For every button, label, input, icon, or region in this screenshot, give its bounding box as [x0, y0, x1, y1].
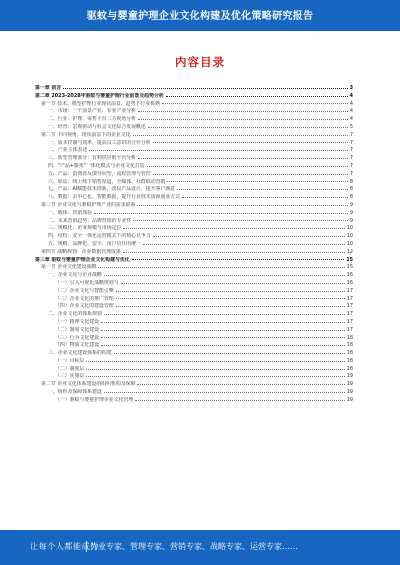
toc-entry[interactable]: [35, 249, 353, 257]
toc-page-number: 17: [346, 318, 353, 325]
toc-leader-dots: [116, 297, 345, 299]
toc-leader-dots: [123, 227, 344, 229]
toc-entry-text: （二）制度层: [55, 365, 85, 372]
toc-entry-text: 一、成本控制与效率，提高员工意识的合作分析: [48, 139, 151, 146]
toc-leader-dots: [133, 134, 348, 136]
footer-slogan: 让每个人都能成为: [30, 542, 99, 551]
toc-leader-dots: [135, 399, 345, 401]
toc-entry[interactable]: [35, 335, 353, 343]
table-of-contents: [35, 85, 353, 405]
toc-entry-text: 五、规模：品牌化、安全、用户信任的统一: [48, 240, 141, 247]
toc-entry[interactable]: [35, 397, 353, 405]
toc-leader-dots: [123, 251, 345, 253]
toc-entry-text: 四、结构：安全一体化运营模式下的核心竞争力: [48, 233, 151, 240]
toc-entry-text: （一）驱蚊与婴童护理企业文化管理: [55, 396, 134, 403]
toc-page-number: 18: [346, 350, 353, 357]
toc-entry[interactable]: [35, 288, 353, 296]
toc-entry[interactable]: [35, 264, 353, 272]
toc-page-number: 10: [346, 225, 353, 232]
toc-leader-dots: [143, 243, 345, 245]
toc-entry[interactable]: [35, 101, 353, 109]
toc-entry[interactable]: [35, 108, 353, 116]
toc-page-number: 16: [346, 272, 353, 279]
toc-leader-dots: [137, 204, 347, 206]
toc-leader-dots: [104, 391, 345, 393]
toc-entry[interactable]: [35, 241, 353, 249]
toc-entry-text: 二、行业：护理、零售平台三方视角分析: [48, 116, 137, 123]
toc-entry-text: 三、转型管理部分：有利供应链平台分析: [48, 155, 137, 162]
toc-leader-dots: [101, 321, 345, 323]
toc-entry[interactable]: [35, 163, 353, 171]
toc-entry[interactable]: [35, 296, 353, 304]
toc-entry-text: （一）引入可视化战略规划与: [55, 279, 119, 286]
toc-entry[interactable]: [35, 93, 353, 101]
toc-leader-dots: [138, 157, 348, 159]
toc-entry-text: （三）企业文化的推广管理: [55, 295, 114, 302]
toc-page-number: 18: [346, 365, 353, 372]
toc-entry[interactable]: [35, 124, 353, 132]
toc-entry[interactable]: [35, 272, 353, 280]
toc-entry-text: 第一节 企业文化建设战略: [41, 264, 97, 271]
toc-leader-dots: [116, 290, 345, 292]
toc-leader-dots: [121, 282, 345, 284]
toc-leader-dots: [138, 110, 348, 112]
toc-entry-text: 三、规模化：企业规模与市场定位: [48, 225, 122, 232]
toc-entry-text: 二、产业主体表述: [48, 147, 88, 154]
toc-entry-text: 第二节 不同视角，现状前景下的企业文化: [41, 131, 131, 138]
toc-entry[interactable]: [35, 381, 353, 389]
toc-entry[interactable]: [35, 194, 353, 202]
toc-entry[interactable]: [35, 257, 353, 265]
toc-entry[interactable]: [35, 202, 353, 210]
toc-entry[interactable]: [35, 85, 353, 93]
toc-entry-text: 四、"产品+服务"一体化模式与企业文化打造: [48, 162, 145, 169]
toc-page-number: 8: [349, 194, 353, 201]
toc-page-number: 4: [349, 108, 353, 115]
toc-leader-dots: [94, 212, 348, 214]
toc-page-number: 4: [349, 116, 353, 123]
toc-leader-dots: [104, 313, 345, 315]
toc-leader-dots: [153, 173, 348, 175]
report-header-banner: [0, 0, 400, 31]
toc-entry-text: （三）行为文化建设: [55, 334, 100, 341]
toc-entry[interactable]: [35, 280, 353, 288]
toc-entry-text: 第二节 企业文化体系建设的组织机构及保障: [41, 381, 136, 388]
toc-entry[interactable]: [35, 116, 353, 124]
toc-page-number: 15: [346, 264, 353, 271]
toc-leader-dots: [98, 266, 344, 268]
toc-page-number: 19: [346, 389, 353, 396]
toc-entry-text: （一）精神文化建设: [55, 318, 100, 325]
toc-heading: 内容目录: [175, 55, 225, 69]
toc-leader-dots: [153, 235, 345, 237]
toc-page-number: 8: [349, 186, 353, 193]
toc-leader-dots: [148, 126, 348, 128]
toc-entry-text: 一、经营：宏观驱动与社会文化综合发展概述: [48, 123, 146, 130]
toc-leader-dots: [101, 329, 345, 331]
toc-entry[interactable]: [35, 186, 353, 194]
toc-entry[interactable]: [35, 132, 353, 140]
toc-entry[interactable]: [35, 155, 353, 163]
toc-page-number: 4: [349, 92, 353, 99]
toc-leader-dots: [86, 375, 344, 377]
footer-roles: 行业专家、管理专家、营销专家、战略专家、运营专家……: [90, 542, 298, 551]
footer-divider: [86, 541, 87, 552]
toc-entry[interactable]: [35, 311, 353, 319]
toc-leader-dots: [114, 352, 345, 354]
toc-leader-dots: [104, 274, 345, 276]
toc-entry-text: （四）物质文化建设: [55, 342, 100, 349]
toc-page-number: 9: [349, 209, 353, 216]
toc-page-number: 19: [346, 373, 353, 380]
toc-entry-text: 二、企业文化的体系规划: [48, 311, 102, 318]
toc-leader-dots: [86, 360, 344, 362]
toc-page-number: 19: [346, 396, 353, 403]
toc-entry[interactable]: [35, 233, 353, 241]
toc-page-number: 10: [346, 240, 353, 247]
toc-page-number: 19: [346, 381, 353, 388]
toc-page-number: 7: [349, 162, 353, 169]
toc-leader-dots: [116, 305, 345, 307]
toc-page-number: 4: [349, 100, 353, 107]
toc-page-number: 7: [349, 155, 353, 162]
toc-leader-dots: [63, 87, 347, 89]
toc-entry-text: 第一章 前言: [35, 85, 62, 91]
toc-leader-dots: [177, 188, 348, 190]
toc-leader-dots: [167, 180, 347, 182]
toc-leader-dots: [101, 336, 345, 338]
toc-entry[interactable]: [35, 303, 353, 311]
toc-entry-text: 一、市场：一个前景产业、专业产业分析: [48, 108, 137, 115]
toc-leader-dots: [132, 258, 345, 260]
toc-leader-dots: [153, 141, 348, 143]
toc-page-number: 18: [346, 334, 353, 341]
toc-entry-text: 五、产品：消费者反馈导向型，流程管理与管控: [48, 170, 151, 177]
toc-leader-dots: [89, 149, 348, 151]
toc-page-number: 17: [346, 303, 353, 310]
toc-page-number: 15: [346, 256, 353, 263]
toc-page-number: 7: [349, 170, 353, 177]
toc-page-number: 10: [346, 233, 353, 240]
toc-entry-text: 六、联动：线上线下销售渠道，全媒体、社群联动营销: [48, 178, 166, 185]
toc-entry-text: （二）企业文化与智能引擎: [55, 287, 114, 294]
toc-entry[interactable]: [35, 327, 353, 335]
toc-page-number: 17: [346, 295, 353, 302]
toc-page-number: 9: [349, 201, 353, 208]
toc-entry[interactable]: [35, 366, 353, 374]
toc-page-number: 3: [349, 85, 353, 91]
toc-entry[interactable]: [35, 147, 353, 155]
toc-entry-text: 七、产品：AI赋能技术创新，改良产品设计，提升客户满意: [48, 186, 176, 193]
report-title: 驱蚊与婴童护理企业文化构建及优化策略研究报告: [86, 11, 314, 22]
toc-page-number: 17: [346, 287, 353, 294]
toc-leader-dots: [166, 95, 348, 97]
toc-entry-text: 一、载体：营销体验: [48, 209, 93, 216]
toc-entry[interactable]: [35, 140, 353, 148]
toc-entry[interactable]: [35, 179, 353, 187]
toc-entry-text: 第四节 战略规划：企业数据管理成果: [41, 248, 121, 255]
toc-page-number: 7: [349, 139, 353, 146]
toc-entry[interactable]: [35, 171, 353, 179]
toc-entry-text: 第二章 2023-2028年驱蚊与婴童护理行业前景及趋势分析: [35, 92, 164, 99]
toc-page-number: 7: [349, 131, 353, 138]
toc-leader-dots: [86, 368, 344, 370]
toc-entry-text: 第三章 驱蚊与婴童护理企业文化构建与优化: [35, 256, 130, 263]
toc-page-number: 7: [349, 147, 353, 154]
toc-page-number: 16: [346, 279, 353, 286]
toc-leader-dots: [162, 102, 348, 104]
toc-leader-dots: [101, 344, 345, 346]
footer-banner: [0, 530, 400, 565]
toc-entry[interactable]: [35, 210, 353, 218]
toc-entry-text: （二）制度文化建设: [55, 326, 100, 333]
toc-entry-text: （三）实施层: [55, 373, 85, 380]
toc-entry[interactable]: [35, 358, 353, 366]
toc-entry[interactable]: [35, 373, 353, 381]
toc-page-number: 17: [346, 311, 353, 318]
toc-entry[interactable]: [35, 218, 353, 226]
toc-leader-dots: [138, 118, 348, 120]
toc-page-number: 9: [349, 217, 353, 224]
toc-page-number: 5: [349, 123, 353, 130]
toc-page-number: 18: [346, 357, 353, 364]
toc-leader-dots: [182, 196, 348, 198]
toc-entry-text: 一、组织及保障体系建设: [48, 389, 102, 396]
toc-entry-text: 八、数据：去中心化、智能数据，提升行业技术资源展业方式: [48, 194, 181, 201]
toc-entry[interactable]: [35, 225, 353, 233]
toc-entry[interactable]: [35, 389, 353, 397]
toc-entry-text: 二、未来营销趋势：品牌营销的专业性: [48, 217, 132, 224]
toc-entry-text: （一）目标层: [55, 357, 85, 364]
toc-leader-dots: [137, 383, 344, 385]
toc-page-number: 17: [346, 326, 353, 333]
toc-entry[interactable]: [35, 350, 353, 358]
toc-entry-text: 一、企业文化与企业战略: [48, 272, 102, 279]
toc-page-number: 8: [349, 178, 353, 185]
toc-leader-dots: [147, 165, 348, 167]
toc-entry[interactable]: [35, 342, 353, 350]
toc-page-number: 18: [346, 342, 353, 349]
toc-entry[interactable]: [35, 319, 353, 327]
toc-entry-text: 第三节 企业文化与驱蚊护理产业的需求联系: [41, 201, 136, 208]
toc-leader-dots: [133, 219, 348, 221]
toc-entry-text: 第一节 技术、模型护理行业现状前景、趋势下行业机遇: [41, 100, 160, 107]
toc-page-number: 12: [346, 248, 353, 255]
toc-entry-text: 三、企业文化建设体系的构建: [48, 350, 112, 357]
toc-entry-text: （四）企业文化的建设管理: [55, 303, 114, 310]
